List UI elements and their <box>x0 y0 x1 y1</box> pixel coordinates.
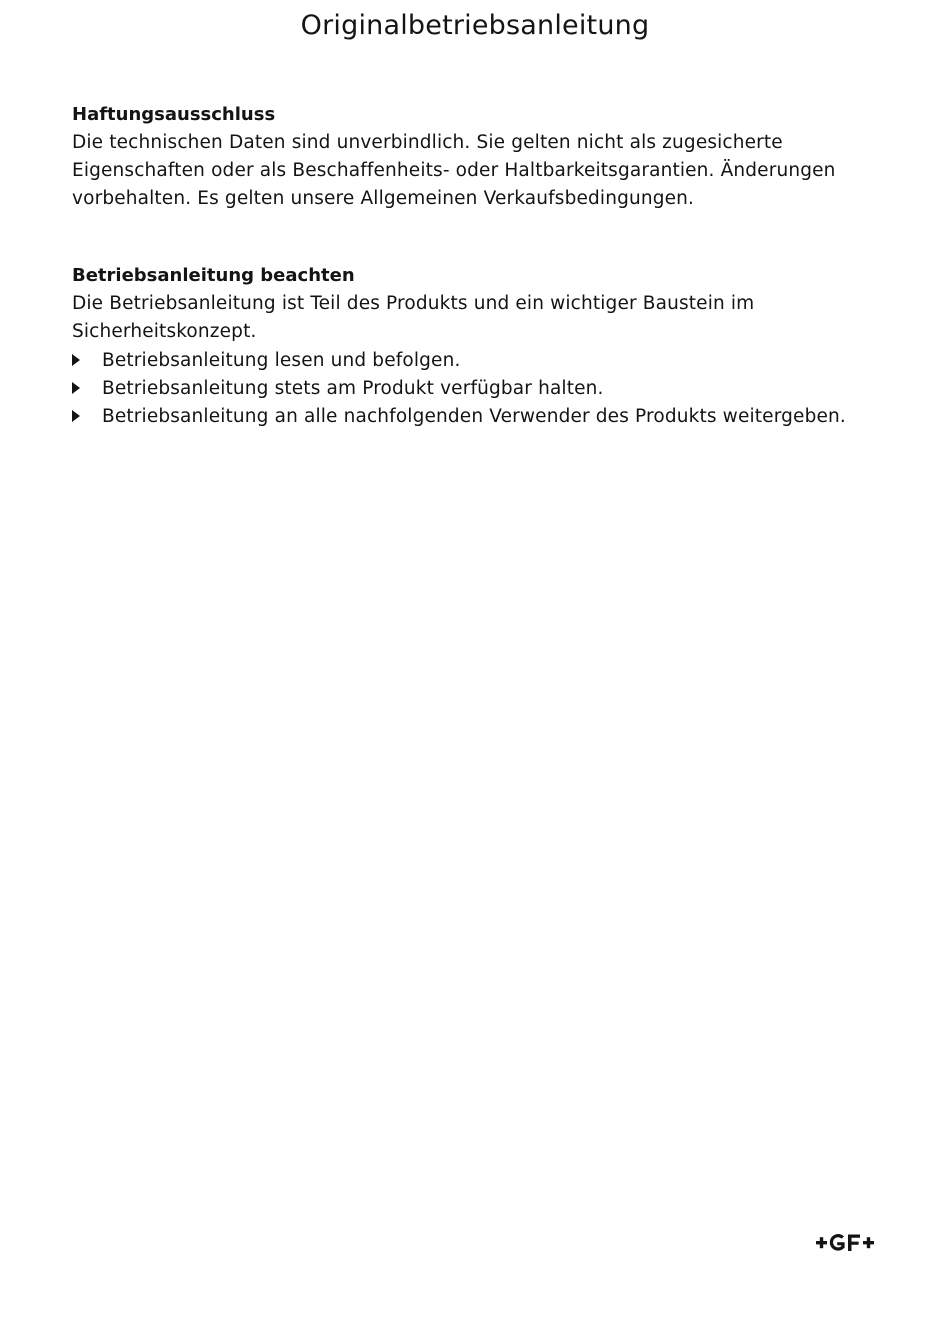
list-item <box>72 402 892 430</box>
disclaimer-heading: Haftungsausschluss <box>72 104 276 125</box>
disclaimer-section <box>72 101 892 213</box>
triangle-right-icon <box>72 410 102 422</box>
list-item-text: Betriebsanleitung an alle nachfolgenden Verwender des Produkts weitergeben. <box>102 405 846 427</box>
list-item <box>72 346 892 374</box>
gf-logo-icon <box>815 1230 881 1256</box>
manual-section <box>72 262 892 430</box>
list-item <box>72 374 892 402</box>
manual-heading: Betriebsanleitung beachten <box>72 265 355 286</box>
list-item-text: Betriebsanleitung lesen und befolgen. <box>102 349 461 371</box>
triangle-right-icon <box>72 354 102 366</box>
manual-text-line: Die Betriebsanleitung ist Teil des Produkts und ein wichtiger Baustein im <box>72 293 755 314</box>
manual-bullet-list <box>72 346 892 430</box>
disclaimer-text-line: Die technischen Daten sind unverbindlich. Sie gelten nicht als zugesicherte <box>72 132 783 153</box>
manual-text-line: Sicherheitskonzept. <box>72 321 257 342</box>
disclaimer-text-line: Eigenschaften oder als Beschaffenheits- oder Haltbarkeitsgarantien. Änderungen <box>72 160 836 181</box>
triangle-right-icon <box>72 382 102 394</box>
list-item-text: Betriebsanleitung stets am Produkt verfügbar halten. <box>102 377 604 399</box>
disclaimer-text-line: vorbehalten. Es gelten unsere Allgemeinen Verkaufsbedingungen. <box>72 188 695 209</box>
page-title: Originalbetriebsanleitung <box>300 10 650 41</box>
